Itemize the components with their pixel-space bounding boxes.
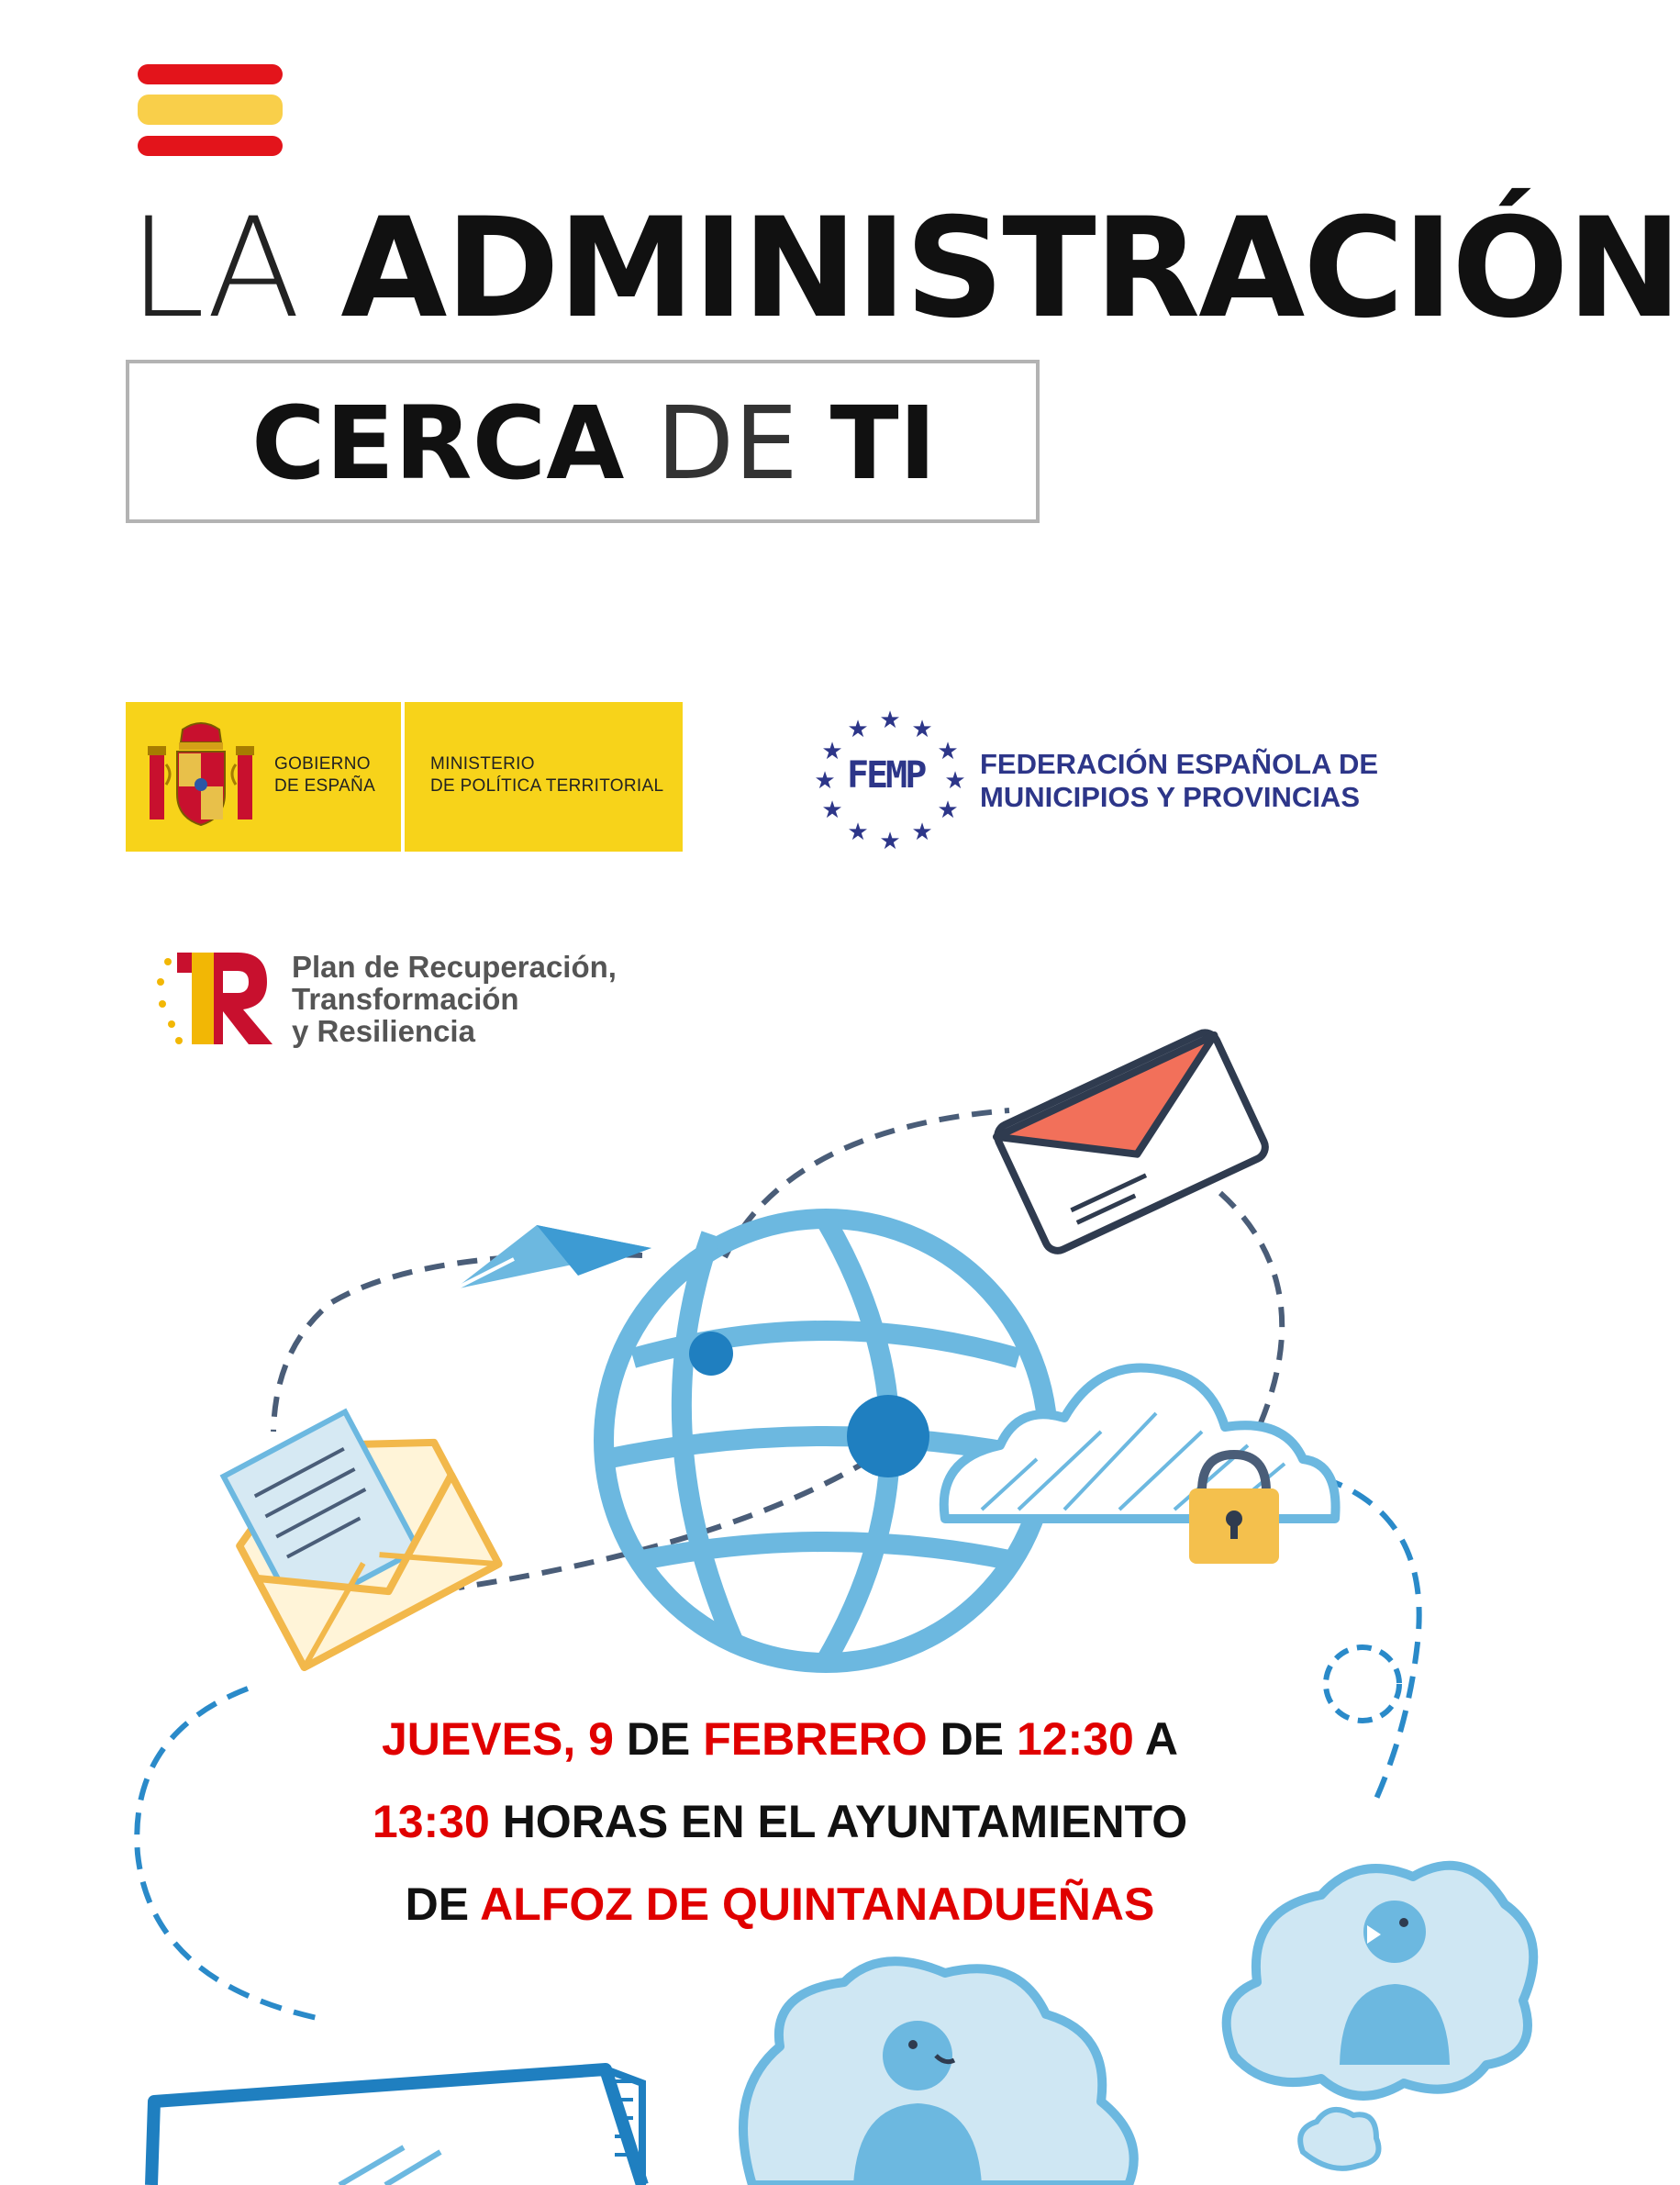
globe-icon bbox=[604, 1219, 1048, 1663]
gobierno-line1: GOBIERNO bbox=[274, 754, 371, 774]
flag-red-stripe-top bbox=[138, 64, 283, 84]
svg-text:★: ★ bbox=[847, 819, 869, 846]
femp-line1: FEDERACIÓN ESPAÑOLA DE bbox=[980, 748, 1379, 780]
femp-name bbox=[980, 748, 1378, 814]
gobierno-text bbox=[274, 753, 375, 797]
event-a: A bbox=[1144, 1713, 1178, 1765]
dashed-small-circle bbox=[1326, 1647, 1399, 1721]
prtr-line1: Plan de Recuperación, bbox=[292, 950, 617, 984]
prtr-line3: y Resiliencia bbox=[292, 1014, 475, 1048]
ministerio-text bbox=[430, 753, 663, 797]
svg-text:★: ★ bbox=[879, 828, 901, 855]
person-cloud-center-icon bbox=[743, 1961, 1134, 2185]
svg-text:★: ★ bbox=[944, 767, 966, 795]
subtitle-box bbox=[126, 360, 1040, 523]
title-bold-word: ADMINISTRACIÓN bbox=[340, 189, 1680, 349]
page-title bbox=[128, 189, 1680, 349]
monitor-icon bbox=[151, 2069, 642, 2185]
ministerio-line1: MINISTERIO bbox=[430, 754, 535, 774]
svg-text:★: ★ bbox=[911, 819, 933, 846]
svg-text:★: ★ bbox=[937, 797, 959, 824]
event-de-3: DE bbox=[405, 1878, 470, 1930]
gobierno-espana-logo bbox=[126, 702, 683, 852]
event-line-2 bbox=[165, 1794, 1395, 1849]
event-horas: HORAS EN EL AYUNTAMIENTO bbox=[502, 1796, 1188, 1847]
event-day: JUEVES, 9 bbox=[382, 1713, 614, 1765]
globe-node-large bbox=[847, 1395, 929, 1477]
femp-line2: MUNICIPIOS Y PROVINCIAS bbox=[980, 781, 1360, 813]
svg-text:★: ★ bbox=[937, 738, 959, 765]
envelope-yellow-icon bbox=[207, 1382, 499, 1667]
event-month: FEBRERO bbox=[703, 1713, 928, 1765]
globe-node-small bbox=[689, 1332, 733, 1376]
event-line-1 bbox=[165, 1711, 1395, 1767]
event-end-time: 13:30 bbox=[372, 1796, 490, 1847]
envelope-red-icon bbox=[994, 1029, 1270, 1255]
svg-text:★: ★ bbox=[911, 716, 933, 743]
title-light-word: LA bbox=[128, 189, 299, 349]
subtitle bbox=[251, 385, 937, 502]
digital-services-illustration bbox=[0, 1009, 1545, 2185]
event-de-2: DE bbox=[940, 1713, 1005, 1765]
ministerio-line2: DE POLÍTICA TERRITORIAL bbox=[430, 776, 664, 796]
gobierno-line2: DE ESPAÑA bbox=[274, 776, 376, 796]
flag-red-stripe-bottom bbox=[138, 136, 283, 156]
event-de-1: DE bbox=[626, 1713, 691, 1765]
logo-divider bbox=[401, 702, 405, 852]
prtr-line2: Transformación bbox=[292, 982, 519, 1016]
subtitle-ti: TI bbox=[829, 385, 937, 502]
subtitle-de: DE bbox=[656, 385, 798, 502]
dashed-path-right bbox=[1220, 1193, 1282, 1432]
flag-yellow-stripe bbox=[138, 95, 283, 125]
coat-of-arms-icon bbox=[146, 719, 256, 836]
event-start-time: 12:30 bbox=[1016, 1713, 1134, 1765]
svg-text:★: ★ bbox=[847, 716, 869, 743]
subtitle-cerca: CERCA bbox=[251, 385, 625, 502]
svg-text:★: ★ bbox=[879, 707, 901, 734]
event-place: ALFOZ DE QUINTANADUEÑAS bbox=[480, 1878, 1155, 1930]
paper-plane-icon bbox=[454, 1225, 651, 1289]
femp-acronym: FEMP bbox=[847, 754, 925, 797]
dashed-path-left bbox=[273, 1254, 642, 1432]
event-line-3 bbox=[165, 1877, 1395, 1932]
svg-text:★: ★ bbox=[821, 797, 843, 824]
svg-text:★: ★ bbox=[821, 738, 843, 765]
svg-text:★: ★ bbox=[814, 767, 836, 795]
cloud-lock-icon bbox=[944, 1368, 1336, 1564]
